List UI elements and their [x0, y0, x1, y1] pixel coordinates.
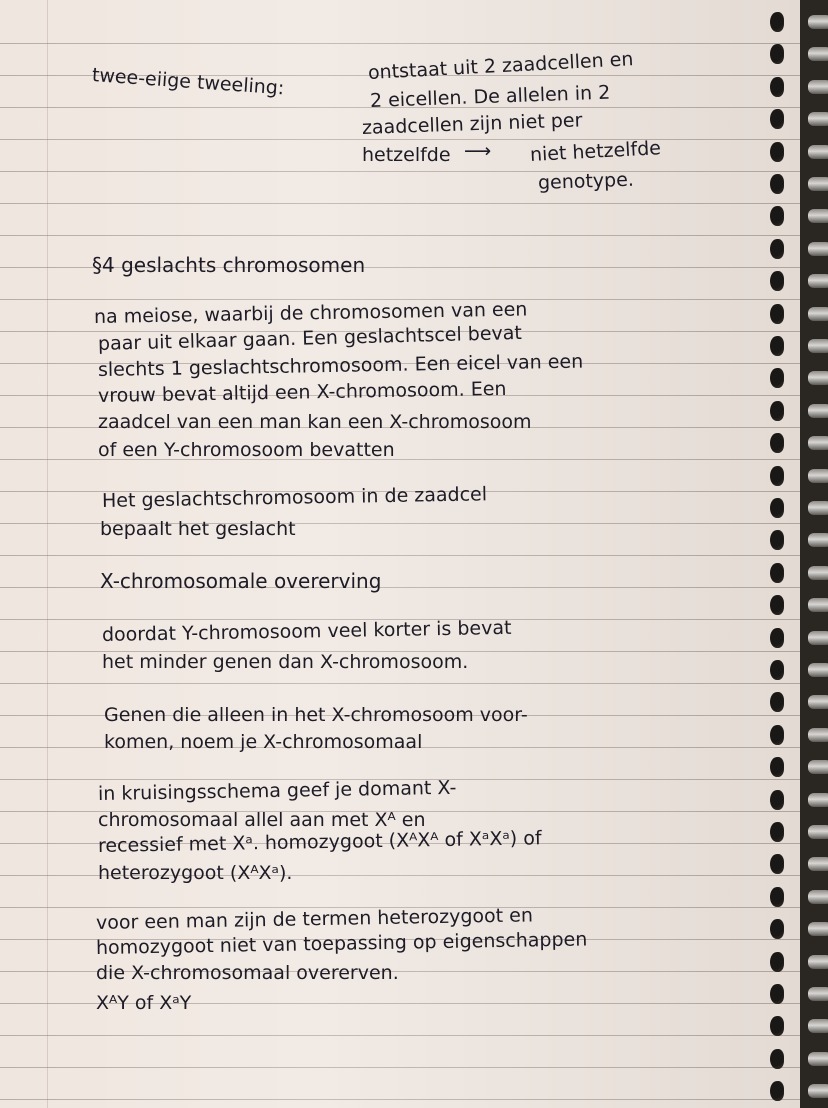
para4-line-1: Genen die alleen in het X-chromosoom voor- — [104, 704, 528, 726]
binding-coil — [808, 955, 828, 969]
binding-coil — [808, 793, 828, 807]
binding-coil — [808, 1019, 828, 1033]
binding-coil — [808, 145, 828, 159]
binding-coil — [808, 890, 828, 904]
binding-hole — [770, 466, 784, 486]
para1-line-5: zaadcel van een man kan een X-chromosoom — [98, 411, 532, 433]
binding-coil — [808, 371, 828, 385]
binding-coil — [808, 1052, 828, 1066]
binding-coil — [808, 1084, 828, 1098]
binding-coil — [808, 987, 828, 1001]
binding-hole — [770, 44, 784, 64]
binding-hole — [770, 271, 784, 291]
para6-line-2: homozygoot niet van toepassing op eigenschappen — [95, 928, 588, 959]
binding-hole — [770, 206, 784, 226]
binding-hole — [770, 595, 784, 615]
twins-line-3: zaadcellen zijn niet per — [361, 109, 583, 139]
binding-coil — [808, 404, 828, 418]
para5-line-4: heterozygoot (XᴬXᵃ). — [98, 862, 293, 884]
binding-hole — [770, 919, 784, 939]
binding-coil — [808, 533, 828, 547]
para1-line-6: of een Y-chromosoom bevatten — [98, 439, 395, 461]
para5-line-3: recessief met Xᵃ. homozygoot (XᴬXᴬ of XᵃXᵃ) of — [97, 827, 542, 857]
binding-hole — [770, 660, 784, 680]
binding-coil — [808, 598, 828, 612]
binding-hole — [770, 854, 784, 874]
binding-coil — [808, 566, 828, 580]
para2-line-1: Het geslachtschromosoom in de zaadcel — [101, 483, 488, 512]
binding-hole — [770, 368, 784, 388]
binding-coil — [808, 728, 828, 742]
binding-hole — [770, 530, 784, 550]
binding-hole — [770, 822, 784, 842]
margin-line — [47, 0, 48, 1108]
para6-line-1: voor een man zijn de termen heterozygoot en — [95, 904, 534, 934]
binding-hole — [770, 174, 784, 194]
binding-hole — [770, 984, 784, 1004]
binding-coil — [808, 209, 828, 223]
binding-coil — [808, 47, 828, 61]
para4-line-2: komen, noem je X-chromosomaal — [104, 731, 423, 753]
binding-coil — [808, 501, 828, 515]
para1-line-1: na meiose, waarbij de chromosomen van een — [93, 298, 528, 328]
binding-coil — [808, 80, 828, 94]
binding-coil — [808, 469, 828, 483]
binding-hole — [770, 336, 784, 356]
binding-coil — [808, 695, 828, 709]
subheading: X-chromosomale overerving — [100, 569, 382, 593]
twins-line-1: ontstaat uit 2 zaadcellen en — [367, 48, 634, 84]
spiral-binding — [768, 0, 828, 1108]
twins-line-6: genotype. — [537, 168, 635, 194]
binding-hole — [770, 887, 784, 907]
twins-line-4: hetzelfde — [362, 144, 451, 166]
twins-line-5: niet hetzelfde — [529, 137, 662, 166]
binding-hole — [770, 1081, 784, 1101]
binding-hole — [770, 401, 784, 421]
binding-coil — [808, 274, 828, 288]
binding-hole — [770, 757, 784, 777]
binding-coil — [808, 760, 828, 774]
para3-line-1: doordat Y-chromosoom veel korter is bevat — [101, 616, 512, 646]
binding-coil — [808, 631, 828, 645]
binding-coil — [808, 825, 828, 839]
binding-hole — [770, 692, 784, 712]
binding-hole — [770, 142, 784, 162]
binding-coil — [808, 177, 828, 191]
binding-coil — [808, 436, 828, 450]
binding-hole — [770, 433, 784, 453]
para1-line-3: slechts 1 geslachtschromosoom. Een eicel van een — [97, 350, 584, 381]
para2-line-2: bepaalt het geslacht — [100, 518, 296, 540]
para6-line-4: XᴬY of XᵃY — [96, 992, 192, 1014]
binding-hole — [770, 239, 784, 259]
binding-hole — [770, 628, 784, 648]
binding-coil — [808, 663, 828, 677]
binding-coil — [808, 242, 828, 256]
para3-line-2: het minder genen dan X-chromosoom. — [102, 651, 469, 673]
para6-line-3: die X-chromosomaal overerven. — [96, 962, 399, 984]
arrow-icon: ⟶ — [464, 140, 492, 162]
twins-term: twee-eiige tweeling: — [91, 64, 286, 100]
para5-line-1: in kruisingsschema geef je domant X- — [97, 776, 457, 805]
binding-coil — [808, 112, 828, 126]
section-title: §4 geslachts chromosomen — [92, 253, 366, 277]
binding-hole — [770, 563, 784, 583]
twins-line-2: 2 eicellen. De allelen in 2 — [369, 81, 611, 112]
binding-hole — [770, 109, 784, 129]
para1-line-2: paar uit elkaar gaan. Een geslachtscel bevat — [97, 321, 523, 355]
binding-coil — [808, 339, 828, 353]
binding-hole — [770, 77, 784, 97]
binding-coil — [808, 922, 828, 936]
binding-coil — [808, 857, 828, 871]
binding-hole — [770, 12, 784, 32]
binding-hole — [770, 952, 784, 972]
binding-hole — [770, 790, 784, 810]
para5-line-2: chromosomaal allel aan met Xᴬ en — [98, 809, 426, 831]
binding-hole — [770, 1016, 784, 1036]
binding-coil — [808, 307, 828, 321]
binding-hole — [770, 304, 784, 324]
binding-coil — [808, 15, 828, 29]
binding-hole — [770, 1049, 784, 1069]
para1-line-4: vrouw bevat altijd een X-chromosoom. Een — [97, 377, 507, 407]
binding-hole — [770, 498, 784, 518]
binding-hole — [770, 725, 784, 745]
